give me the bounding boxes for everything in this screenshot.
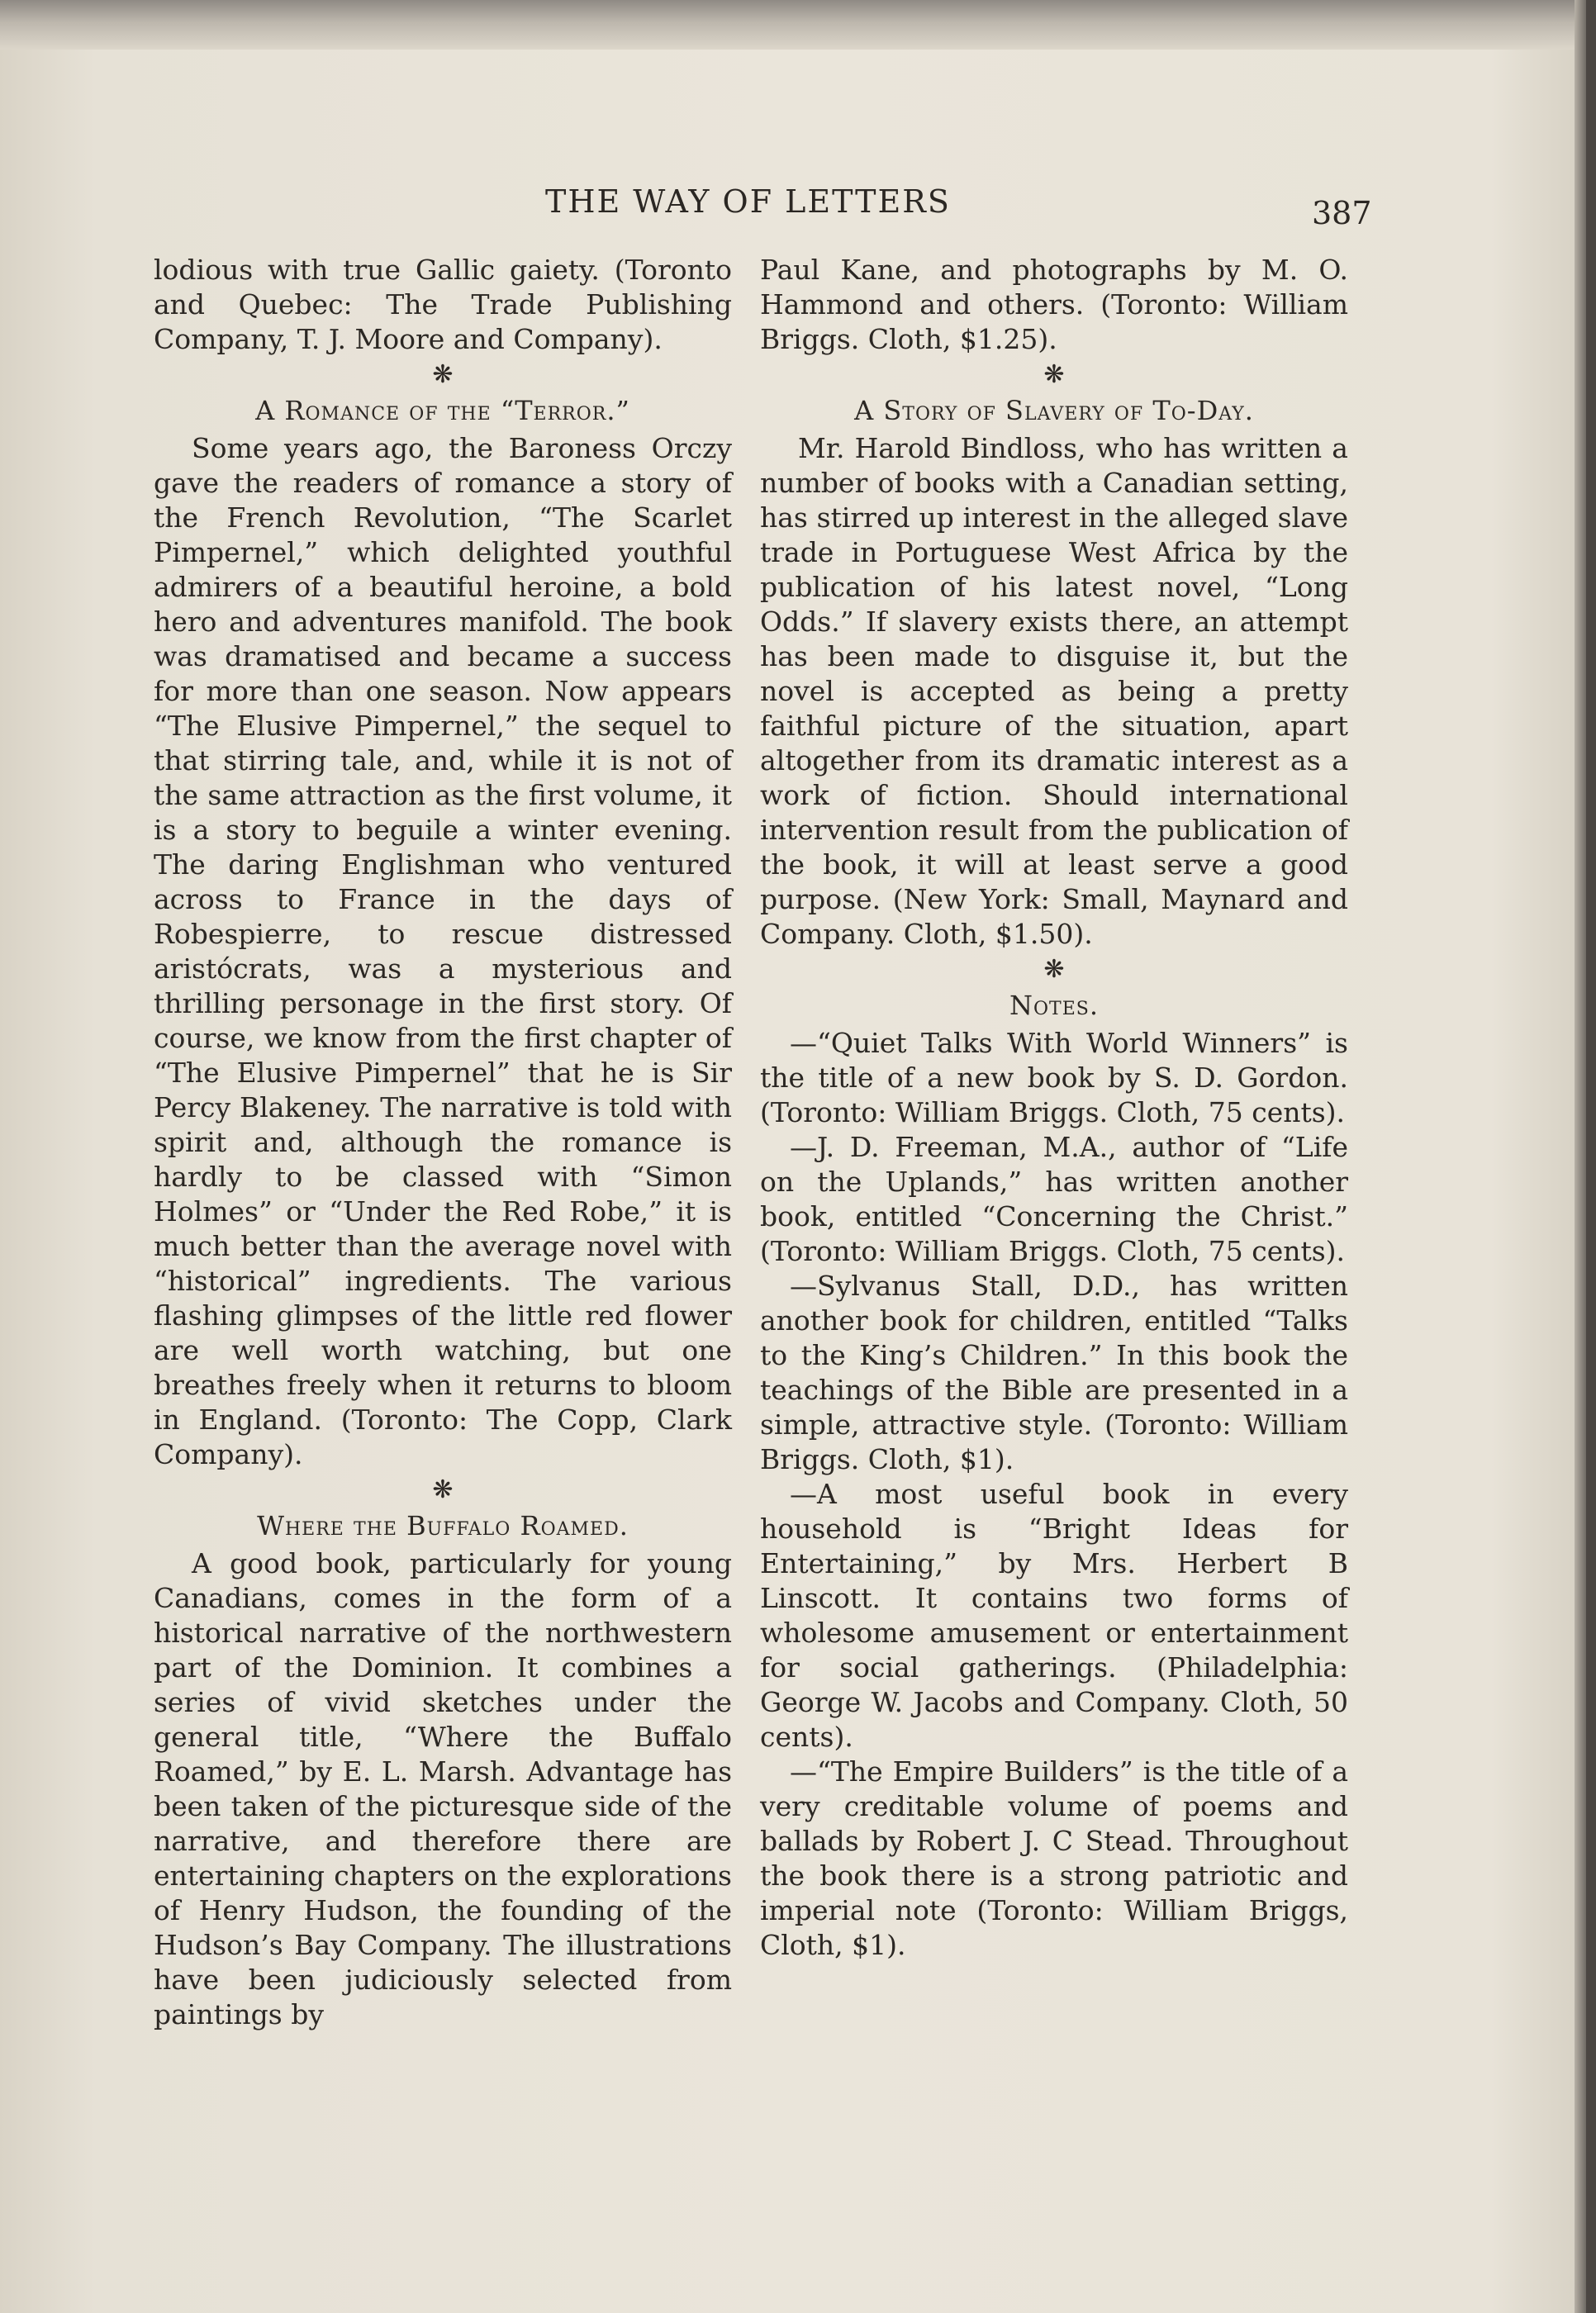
page-edge-shadow — [1575, 0, 1586, 2313]
article-heading: Where the Buffalo Roamed. — [257, 1510, 629, 1541]
right-column — [760, 253, 1348, 1963]
page-top-shadow — [0, 0, 1586, 50]
note-item: —J. D. Freeman, M.A., author of “Life on the Uplands,” has written another book, entitled “Concerning the Christ.” (Toronto: William Briggs. Cloth, 75 cents). — [760, 1131, 1348, 1267]
section-separator-icon: ❋ — [1043, 360, 1065, 389]
article-body: Mr. Harold Bindloss, who has written a number of books with a Canadian setting, has stirred up interest in the alleged slave trade in Portuguese West Africa by the publication of his latest novel, “Long Odds.” If slavery exists there, an attempt has been made to disguise it, but the novel is accepted as being a pretty faithful picture of the situation, apart altogether from its dramatic interest as a work of fiction. Should international intervention result from the publication of the book, it will at least serve a good purpose. (New York: Small, Maynard and Company. Cloth, $1.50). — [760, 432, 1348, 950]
left-column — [154, 253, 732, 2032]
section-separator-icon: ❋ — [1043, 955, 1065, 984]
article-body: A good book, particularly for young Canadians, comes in the form of a historical narrative of the northwestern part of the Dominion. It combines a series of vivid sketches under the general title, “Where the Buffalo Roamed,” by E. L. Marsh. Advantage has been taken of the picturesque side of the narrative, and therefore there are entertaining chapters on the explorations of Henry Hudson, the founding of the Hudson’s Bay Company. The illustrations have been judiciously selected from paintings by — [154, 1547, 732, 2030]
article-body: Some years ago, the Baroness Orczy gave the readers of romance a story of the French Revolution, “The Scarlet Pimpernel,” which delighted youthful admirers of a beautiful heroine, a bold hero and adventures manifold. The book was dramatised and became a success for more than one season. Now appears “The Elusive Pimpernel,” the sequel to that stirring tale, and, while it is not of the same attraction as the first volume, it is a story to beguile a winter evening. The daring Englishman who ventured across to France in the days of Robespierre, to rescue distressed aristócrats, was a mysterious and thrilling personage in the first story. Of course, we know from the first chapter of “The Elusive Pimpernel” that he is Sir Percy Blakeney. The narrative is told with spirit and, although the romance is hardly to be classed with “Simon Holmes” or “Under the Red Robe,” it is much better than the average novel with “historical” ingredients. The various flashing glimpses of the little red flower are well worth watching, but one breathes freely when it returns to bloom in England. (Toronto: The Copp, Clark Company). — [154, 432, 732, 1470]
note-item: —A most useful book in every household is “Bright Ideas for Entertaining,” by Mrs. Herbert B Linscott. It contains two forms of wholesome amusement or entertainment for social gatherings. (Philadelphia: George W. Jacobs and Company. Cloth, 50 cents). — [760, 1478, 1348, 1753]
note-item: —“The Empire Builders” is the title of a very creditable volume of poems and ballads by Robert J. C Stead. Throughout the book there is a strong patriotic and imperial note (Toronto: William Briggs, Cloth, $1). — [760, 1755, 1348, 1961]
note-item: —Sylvanus Stall, D.D., has written another book for children, entitled “Talks to the King’s Children.” In this book the teachings of the Bible are presented in a simple, attractive style. (Toronto: William Briggs. Cloth, $1). — [760, 1270, 1348, 1475]
notes-heading: Notes. — [1009, 990, 1099, 1021]
note-item: —“Quiet Talks With World Winners” is the title of a new book by S. D. Gordon. (Toronto: William Briggs. Cloth, 75 cents). — [760, 1027, 1348, 1128]
running-head: THE WAY OF LETTERS — [545, 183, 951, 220]
section-separator-icon: ❋ — [432, 1475, 454, 1504]
page-number: 387 — [1312, 195, 1372, 231]
article-heading: A Story of Slavery of To-Day. — [854, 395, 1254, 426]
article-heading: A Romance of the “Terror.” — [255, 395, 630, 426]
continuation-text: lodious with true Gallic gaiety. (Toronto and Quebec: The Trade Publishing Company, T. J. Moore and Company). — [154, 254, 732, 355]
continuation-text: Paul Kane, and photographs by M. O. Hammond and others. (Toronto: William Briggs. Cloth, $1.25). — [760, 254, 1348, 355]
section-separator-icon: ❋ — [432, 360, 454, 389]
